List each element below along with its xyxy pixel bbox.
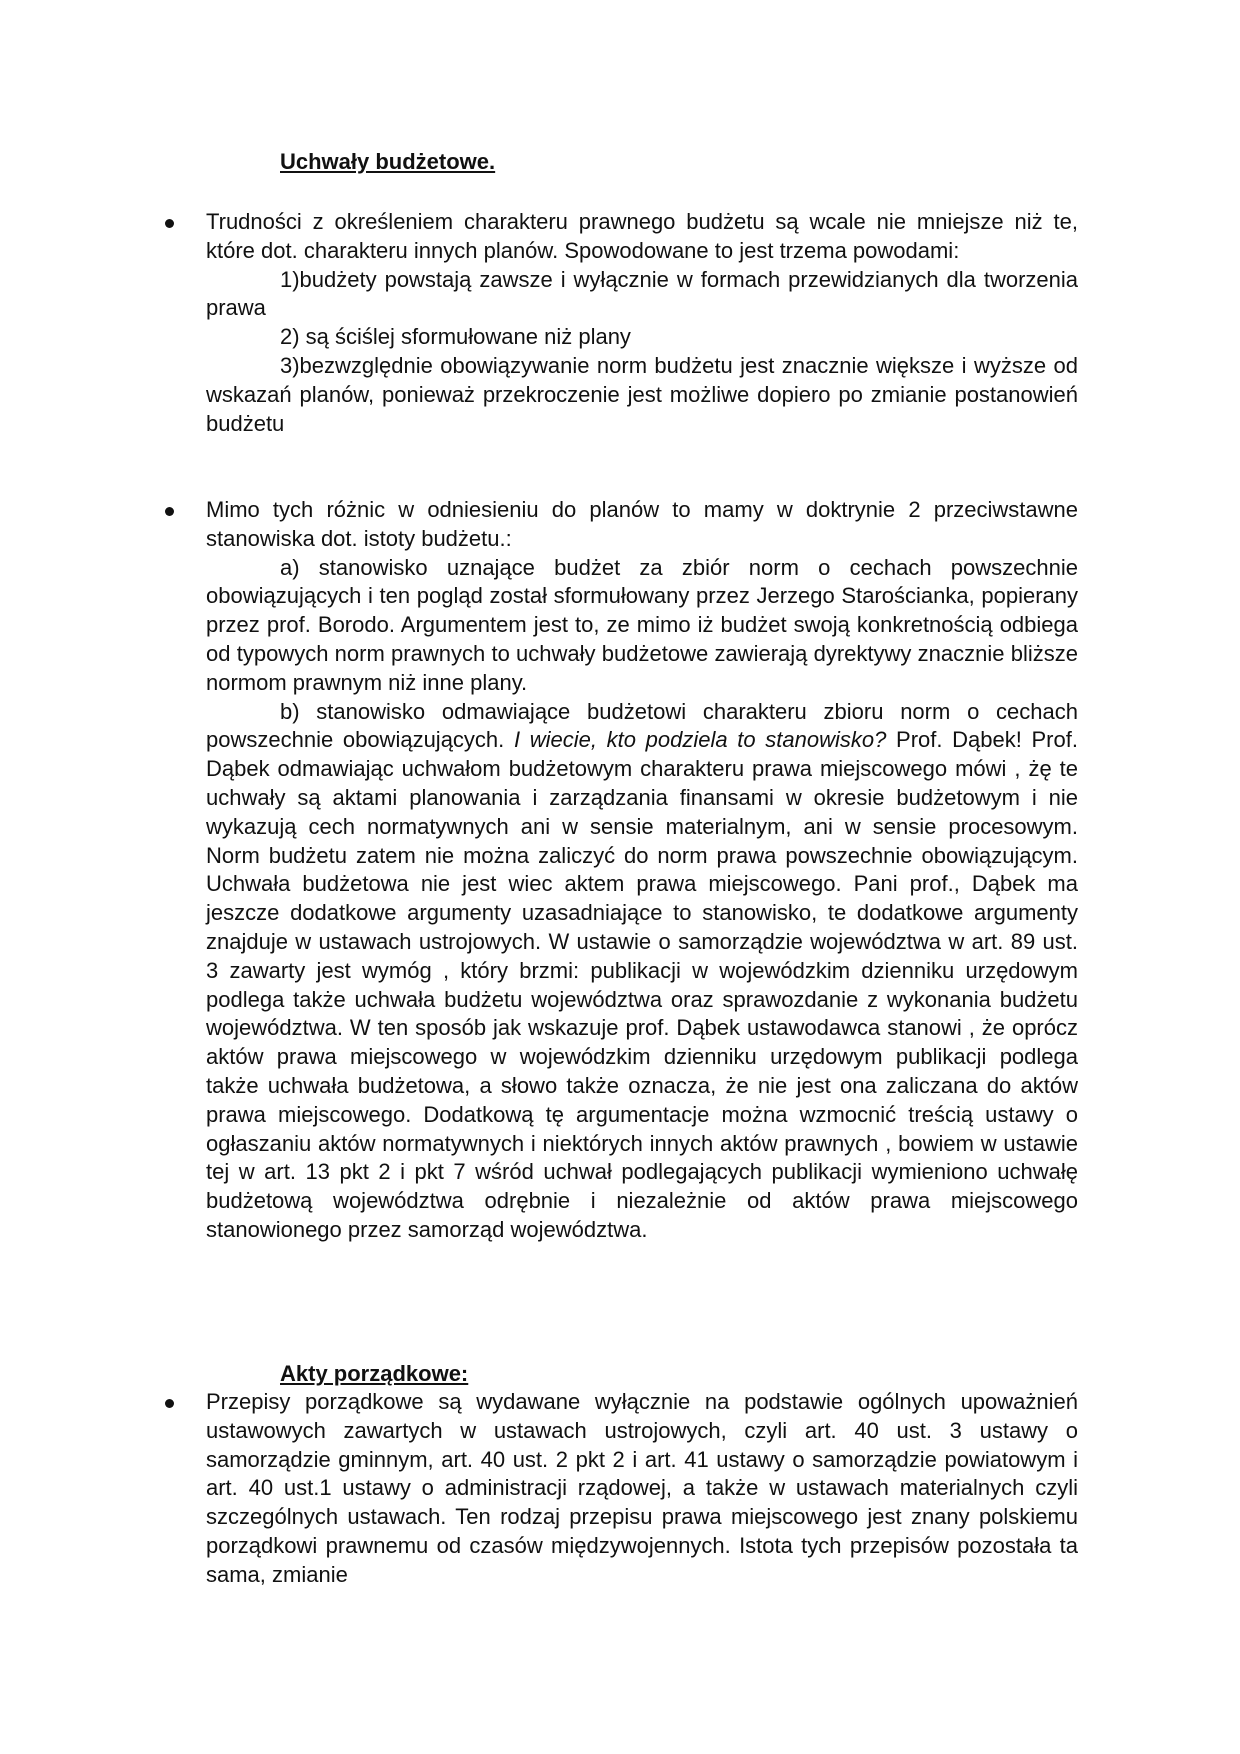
text-run: b) stanowisko odmawiające budżetowi charakteru zbioru norm o cechach powszechnie obowiązujących.: [206, 698, 1078, 753]
bullet-item: [206, 208, 1078, 438]
italic-question: I wiecie, kto podziela to stanowisko?: [513, 727, 887, 753]
bullet-item: [206, 1388, 1078, 1590]
list-item: a) stanowisko uznające budżet za zbiór norm o cechach powszechnie obowiązujących i ten pogląd został sformułowany przez Jerzego Starościanka, popierany przez prof. Borodo. Argumentem jest to, ze mimo iż budżet swoją konkretnością odbiega od typowych norm prawnych to uchwały budżetowe zawierają dyrektywy znacznie bliższe normom prawnym niż inne plany.: [206, 554, 1078, 695]
bullet-icon: [165, 507, 174, 516]
list-item: [206, 698, 1078, 1245]
paragraph: Przepisy porządkowe są wydawane wyłącznie na podstawie ogólnych upoważnień ustawowych zawartych w ustawach ustrojowych, czyli art. 40 ust. 3 ustawy o samorządzie gminnym, art. 40 ust. 2 pkt 2 i art. 41 ustawy o samorządzie powiatowym i art. 40 ust.1 ustawy o administracji rządowej, a także w ustawach materialnych czyli szczególnych ustawach. Ten rodzaj przepisu prawa miejscowego jest znany polskiemu porządkowi prawnemu od czasów międzywojennych. Istota tych przepisów pozostała ta sama, zmianie: [206, 1389, 1078, 1587]
bullet-icon: [165, 1399, 174, 1408]
list-item: 1)budżety powstają zawsze i wyłącznie w formach przewidzianych dla tworzenia prawa: [206, 266, 1078, 321]
list-item: 3)bezwzględnie obowiązywanie norm budżetu jest znacznie większe i wyższe od wskazań planów, ponieważ przekroczenie jest możliwe dopiero po zmianie postanowień budżetu: [206, 352, 1078, 436]
paragraph: Trudności z określeniem charakteru prawnego budżetu są wcale nie mniejsze niż te, które dot. charakteru innych planów. Spowodowane to jest trzema powodami:: [206, 209, 1078, 263]
list-item: 2) są ściślej sformułowane niż plany: [280, 324, 631, 350]
bullet-icon: [165, 219, 174, 228]
paragraph: Mimo tych różnic w odniesieniu do planów to mamy w doktrynie 2 przeciwstawne stanowiska dot. istoty budżetu.:: [206, 497, 1078, 551]
bullet-item: [206, 496, 1078, 1245]
text-run: Prof. Dąbek! Prof. Dąbek odmawiając uchwałom budżetowym charakteru prawa miejscowego mówi , żę te uchwały są aktami planowania i zarządzania finansami w okresie budżetowym i nie wykazują cech normatywnych ani w sensie materialnym, ani w sensie procesowym. Norm budżetu zatem nie można zaliczyć do norm prawa powszechnie obowiązującym. Uchwała budżetowa nie jest wiec aktem prawa miejscowego. Pani prof., Dąbek ma jeszcze dodatkowe argumenty uzasadniające to stanowisko, te dodatkowe argumenty znajduje w ustawach ustrojowych. W ustawie o samorządzie województwa w art. 89 ust. 3 zawarty jest wymóg , który brzmi: publikacji w wojewódzkim dzienniku urzędowym podlega także uchwała budżetu województwa oraz sprawozdanie z wykonania budżetu województwa. W ten sposób jak wskazuje prof. Dąbek ustawodawca stanowi , że oprócz aktów prawa miejscowego w wojewódzkim dzienniku urzędowym publikacji podlega także uchwała budżetowa, a słowo także oznacza, że nie jest ona zaliczana do aktów prawa miejscowego. Dodatkową tę argumentacje można wzmocnić treścią ustawy o ogłaszaniu aktów normatywnych i niektórych innych aktów prawnych , bowiem w ustawie tej w art. 13 pkt 2 i pkt 7 wśród uchwał podlegających publikacji wymieniono uchwałę budżetową województwa odrębnie i niezależnie od aktów prawa miejscowego stanowionego przez samorząd województwa.: [206, 727, 1078, 1242]
section-heading-order-acts: Akty porządkowe:: [280, 1361, 469, 1386]
section-heading-budget-resolutions: Uchwały budżetowe.: [280, 149, 496, 174]
